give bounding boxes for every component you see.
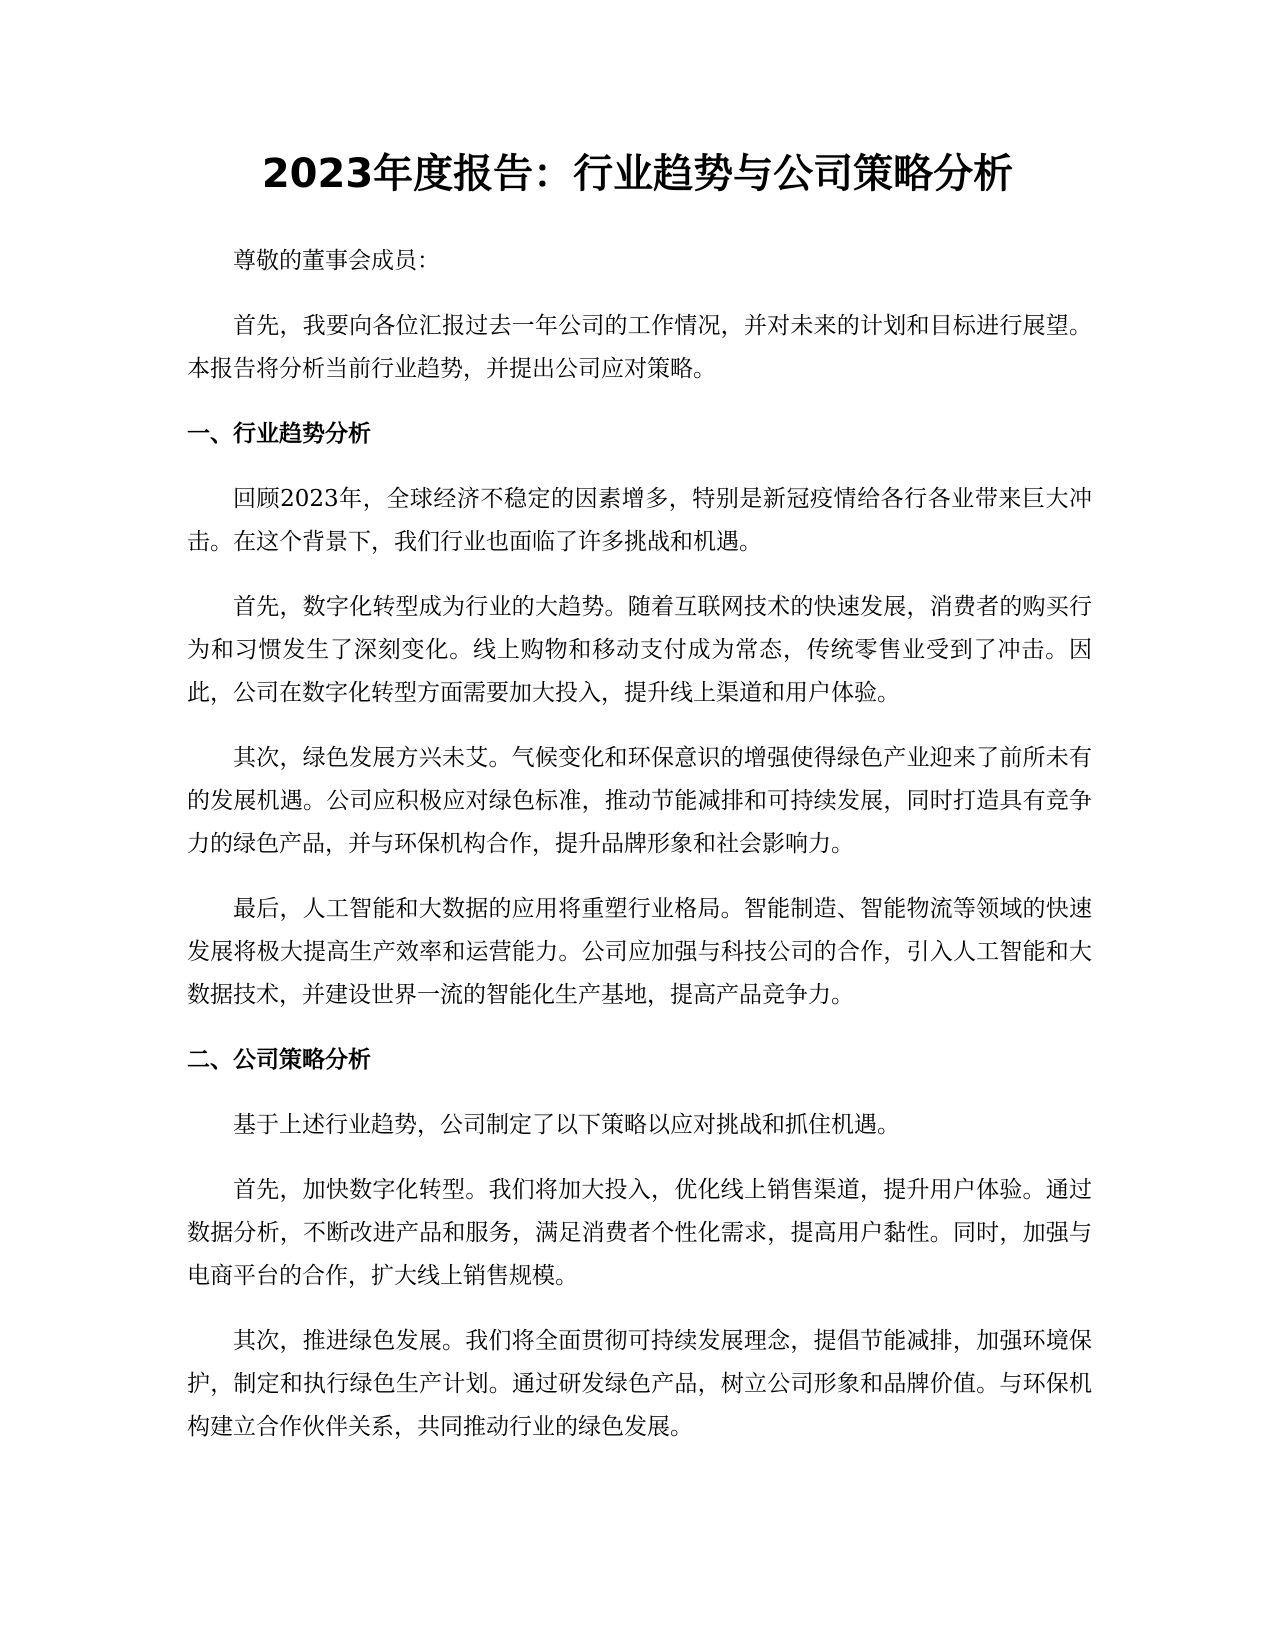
paragraph: 基于上述行业趋势，公司制定了以下策略以应对挑战和抓住机遇。 [233, 1112, 900, 1138]
document-title: 2023年度报告：行业趋势与公司策略分析 [261, 151, 1014, 197]
paragraph: 首先，数字化转型成为行业的大趋势。随着互联网技术的快速发展，消费者的购买行为和习惯发生了深刻变化。线上购物和移动支付成为常态，传统零售业受到了冲击。因此，公司在数字化转型方面需要加大投入，提升线上渠道和用户体验。 [187, 594, 1092, 706]
greeting: 尊敬的董事会成员： [233, 248, 440, 274]
paragraph: 首先，加快数字化转型。我们将加大投入，优化线上销售渠道，提升用户体验。通过数据分析，不断改进产品和服务，满足消费者个性化需求，提高用户黏性。同时，加强与电商平台的合作，扩大线上销售规模。 [187, 1177, 1092, 1289]
paragraph: 其次，绿色发展方兴未艾。气候变化和环保意识的增强使得绿色产业迎来了前所未有的发展机遇。公司应积极应对绿色标准，推动节能减排和可持续发展，同时打造具有竞争力的绿色产品，并与环保机构合作，提升品牌形象和社会影响力。 [187, 745, 1092, 857]
document-body [187, 240, 1092, 1471]
intro-paragraph: 首先，我要向各位汇报过去一年公司的工作情况，并对未来的计划和目标进行展望。本报告将分析当前行业趋势，并提出公司应对策略。 [187, 313, 1092, 382]
paragraph: 最后，人工智能和大数据的应用将重塑行业格局。智能制造、智能物流等领域的快速发展将极大提高生产效率和运营能力。公司应加强与科技公司的合作，引入人工智能和大数据技术，并建设世界一流的智能化生产基地，提高产品竞争力。 [187, 896, 1092, 1008]
section-heading: 二、公司策略分析 [187, 1047, 371, 1073]
section-heading: 一、行业趋势分析 [187, 421, 371, 447]
paragraph: 其次，推进绿色发展。我们将全面贯彻可持续发展理念，提倡节能减排，加强环境保护，制定和执行绿色生产计划。通过研发绿色产品，树立公司形象和品牌价值。与环保机构建立合作伙伴关系，共同推动行业的绿色发展。 [187, 1328, 1092, 1440]
section-industry-trends [187, 413, 1092, 1017]
section-company-strategy [187, 1039, 1092, 1449]
paragraph: 回顾2023年，全球经济不稳定的因素增多，特别是新冠疫情给各行各业带来巨大冲击。在这个背景下，我们行业也面临了许多挑战和机遇。 [187, 486, 1092, 555]
